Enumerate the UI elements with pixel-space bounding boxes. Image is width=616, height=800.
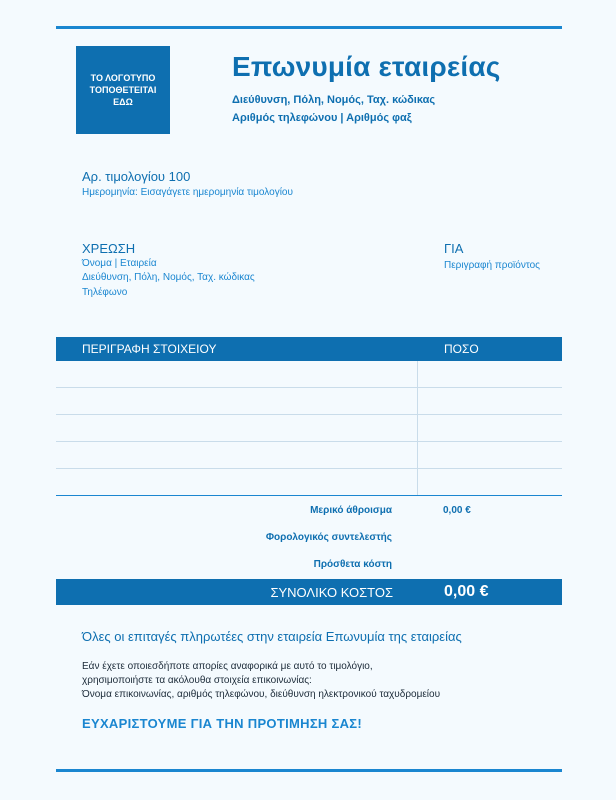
top-rule <box>56 26 562 29</box>
company-name[interactable]: Επωνυμία εταιρείας <box>232 51 501 82</box>
company-phone-fax[interactable]: Αριθμός τηλεφώνου | Αριθμός φαξ <box>232 112 412 124</box>
invoice-date[interactable]: Ημερομηνία: Εισαγάγετε ημερομηνία τιμολογίου <box>82 187 293 198</box>
bottom-rule <box>56 769 562 772</box>
contact-note-line-2: χρησιμοποιήστε τα ακόλουθα στοιχεία επικοινωνίας: <box>82 675 312 686</box>
column-divider <box>417 442 418 468</box>
total-value[interactable]: 0,00 € <box>444 583 489 600</box>
bill-to-heading: ΧΡΕΩΣΗ <box>82 241 136 256</box>
table-bottom-rule <box>56 495 562 496</box>
for-description[interactable]: Περιγραφή προϊόντος <box>444 260 541 271</box>
table-row[interactable] <box>56 469 562 495</box>
invoice-number[interactable]: Αρ. τιμολογίου 100 <box>82 169 191 184</box>
column-divider <box>417 415 418 441</box>
contact-details[interactable]: Όνομα επικοινωνίας, αριθμός τηλεφώνου, διεύθυνση ηλεκτρονικού ταχυδρομείου <box>82 689 441 700</box>
column-divider <box>417 361 418 387</box>
logo-line-3: ΕΔΩ <box>113 97 133 107</box>
bill-to-address[interactable]: Διεύθυνση, Πόλη, Νομός, Ταχ. κώδικας <box>82 272 255 283</box>
table-row[interactable] <box>56 442 562 469</box>
logo-placeholder[interactable] <box>76 46 170 134</box>
logo-line-1: ΤΟ ΛΟΓΟΤΥΠΟ <box>90 73 156 83</box>
col-amount-header: ΠΟΣΟ <box>444 342 479 356</box>
bill-to-phone[interactable]: Τηλέφωνο <box>82 287 128 298</box>
payable-to-note: Όλες οι επιταγές πληρωτέες στην εταιρεία Επωνυμία της εταιρείας <box>82 629 462 644</box>
tax-rate-label: Φορολογικός συντελεστής <box>265 532 392 543</box>
company-address[interactable]: Διεύθυνση, Πόλη, Νομός, Ταχ. κώδικας <box>232 94 436 106</box>
column-divider <box>417 388 418 414</box>
bill-to-name[interactable]: Όνομα | Εταιρεία <box>82 258 157 269</box>
items-table-header <box>56 337 562 361</box>
thank-you-message: ΕΥΧΑΡΙΣΤΟΥΜΕ ΓΙΑ ΤΗΝ ΠΡΟΤΙΜΗΣΗ ΣΑΣ! <box>82 716 363 731</box>
total-bar <box>56 579 562 605</box>
subtotal-value[interactable]: 0,00 € <box>443 505 471 516</box>
extra-costs-label: Πρόσθετα κόστη <box>313 559 392 570</box>
logo-line-2: ΤΟΠΟΘΕΤΕΙΤΑΙ <box>89 85 157 95</box>
col-description-header: ΠΕΡΙΓΡΑΦΗ ΣΤΟΙΧΕΙΟΥ <box>82 342 217 356</box>
column-divider <box>417 469 418 495</box>
items-table-body <box>56 361 562 495</box>
table-row[interactable] <box>56 388 562 415</box>
for-heading: ΓΙΑ <box>444 241 464 256</box>
subtotal-label: Μερικό άθροισμα <box>310 505 392 516</box>
contact-note-line-1: Εάν έχετε οποιεσδήποτε απορίες αναφορικά με αυτό το τιμολόγιο, <box>82 661 373 672</box>
table-row[interactable] <box>56 361 562 388</box>
table-row[interactable] <box>56 415 562 442</box>
total-label: ΣΥΝΟΛΙΚΟ ΚΟΣΤΟΣ <box>270 585 393 600</box>
